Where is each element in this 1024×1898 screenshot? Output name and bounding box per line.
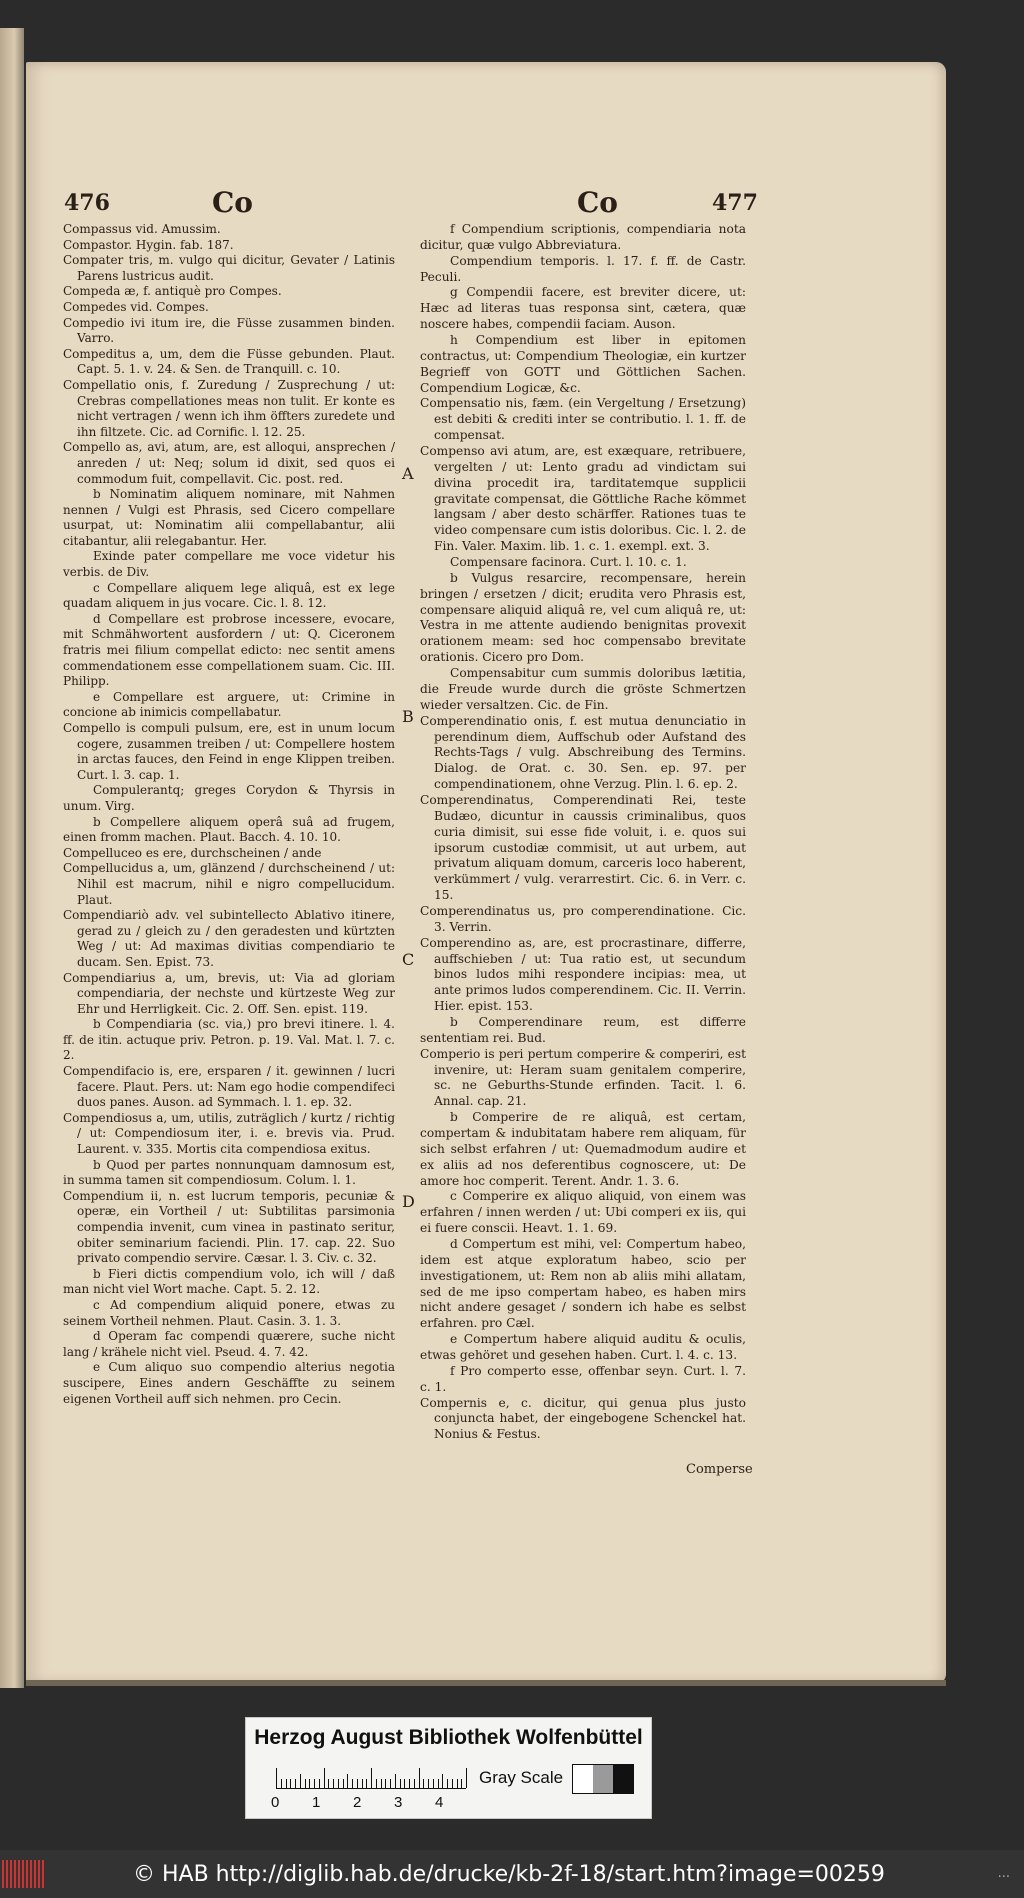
dictionary-entry: Compello is compuli pulsum, ere, est in unum locum cogere, zusammen treiben / ut: Compellere hostem in arctas fauces, den Feind in enge Klippen treiben. Curt. l. 3. cap. 1. bbox=[63, 721, 395, 782]
entry-subsense: e Compertum habere aliquid auditu & oculis, etwas gehöret und gesehen haben. Curt. l. 4. c. 13. bbox=[420, 1332, 746, 1363]
ruler-tick bbox=[366, 1779, 367, 1788]
entry-subsense: c Ad compendium aliquid ponere, etwas zu seinem Vortheil nehmen. Plaut. Casin. 3. 1. 3. bbox=[63, 1297, 395, 1328]
ruler-tick bbox=[381, 1779, 382, 1788]
margin-letter-b: B bbox=[402, 707, 414, 726]
entry-subsense: d Compertum est mihi, vel: Compertum habeo, idem est atque exploratum habeo, scio per investigationem, ut: Rem non ab aliis mihi allatam, sed de me ipso compertam habeo, es haben mirs nicht andere gesaget / sondern ich habe es selbst erfahren. pro Cæl. bbox=[420, 1237, 746, 1331]
ruler-tick bbox=[362, 1779, 363, 1788]
ruler-tick bbox=[324, 1768, 325, 1788]
ruler-tick bbox=[414, 1779, 415, 1788]
dictionary-entry: Compendiariò adv. vel subintellecto Ablativo itinere, gerad zu / gleich zu / den geradesten und kürtzten Weg / ut: Ad maximas divitias compendiario te ducam. Sen. Epist. 73. bbox=[63, 908, 395, 969]
entry-subsense: f Compendium scriptionis, compendiaria nota dicitur, quæ vulgo Abbreviatura. bbox=[420, 222, 746, 252]
entry-subsense: b Comperendinare reum, est differre sententiam rei. Bud. bbox=[420, 1014, 746, 1045]
ruler-tick bbox=[286, 1779, 287, 1788]
gray-scale-label: Gray Scale bbox=[479, 1768, 564, 1787]
catchword: Comperse bbox=[686, 1462, 753, 1477]
hab-logo-icon bbox=[2, 1860, 46, 1888]
footer-link[interactable]: © HAB http://diglib.hab.de/drucke/kb-2f-18/start.htm?image=00259 bbox=[133, 1862, 885, 1887]
color-calibration-card bbox=[245, 1717, 652, 1819]
entry-subsense: f Pro comperto esse, offenbar seyn. Curt. l. 7. c. 1. bbox=[420, 1363, 746, 1394]
left-running-header: Co bbox=[212, 186, 253, 219]
ruler-tick bbox=[423, 1779, 424, 1788]
entry-subsense: b Nominatim aliquem nominare, mit Nahmen nennen / Vulgi est Phrasis, sed Cicero compellare usurpat, ut: Nominatim alii compellabantur, alii citabantur, alii relegabantur. Her. bbox=[63, 487, 395, 548]
dictionary-entry: Compendiarius a, um, brevis, ut: Via ad gloriam compendiaria, der nechste und kürtzeste Weg zur Ehr und Herrligkeit. Cic. 2. Off. Sen. epist. 119. bbox=[63, 970, 395, 1016]
right-running-header: Co bbox=[577, 186, 618, 219]
previous-page-edge bbox=[0, 28, 24, 1688]
entry-subsense: c Comperire ex aliquo aliquid, von einem was erfahren / innen werden / ut: Ubi comperi ex iis, qui ei fuere conscii. Heavt. 1. 1. 69. bbox=[420, 1189, 746, 1236]
entry-subsense: Compendium temporis. l. 17. f. ff. de Castr. Peculi. bbox=[420, 253, 746, 284]
left-column bbox=[63, 222, 395, 1407]
dictionary-entry: Compedio ivi itum ire, die Füsse zusammen binden. Varro. bbox=[63, 315, 395, 346]
ruler-tick bbox=[409, 1779, 410, 1788]
dictionary-entry: Compellatio onis, f. Zuredung / Zusprechung / ut: Crebras compellationes meas non tulit. Er konte es nicht vertragen / wenn ich ihm öffters zuredete und ihn filtzete. Cic. ad Cornific. l. 12. 25. bbox=[63, 377, 395, 439]
entry-subsense: Compensare facinora. Curt. l. 10. c. 1. bbox=[450, 555, 687, 570]
dictionary-entry: Compenso avi atum, are, est exæquare, retribuere, vergelten / ut: Lento gradu ad vindictam sui divina procedit ira, tarditatemque supplicii gravitate compensat, die Göttliche Rache kömmet langsam / aber desto schärffer. Rationes tuas te video compensare cum istis doloribus. Cic. l. 2. de Fin. Valer. Maxim. lib. 1. c. 1. exempl. ext. 3. bbox=[420, 444, 746, 554]
dictionary-entry: Comperendinatio onis, f. est mutua denunciatio in perendinum diem, Auffschub oder Aufstand des Rechts-Tags / vulg. Abschreibung des Termins. Dialog. de Orat. c. 30. Sen. ep. 97. per compendinationem, ohne Verzug. Plin. l. 6. ep. 2. bbox=[420, 713, 746, 792]
dictionary-entry: Compellucidus a, um, glänzend / durchscheinend / ut: Nihil est macrum, nihil e nigro compellucidum. Plaut. bbox=[63, 861, 395, 907]
viewer-footer-bar bbox=[0, 1850, 1024, 1898]
entry-subsense: c Compellare aliquem lege aliquâ, est ex lege quadam aliquem in jus vocare. Cic. l. 8. 12. bbox=[63, 580, 395, 611]
dictionary-entry: Comperendino as, are, est procrastinare, differre, auffschieben / ut: Tua ratio est, ut secundum binos ludos mihi respondere incipias: mea, ut ante primos ludos comperendinem. Cic. II. Verrin. Hier. epist. 153. bbox=[420, 935, 746, 1014]
ruler-tick bbox=[419, 1768, 420, 1788]
entry-subsense: b Compellere aliquem operâ suâ ad frugem, einen fromm machen. Plaut. Bacch. 4. 10. 10. bbox=[63, 814, 395, 845]
scale-number-2: 2 bbox=[353, 1794, 362, 1811]
dictionary-entry: Comperendinatus us, pro comperendinatione. Cic. 3. Verrin. bbox=[420, 903, 746, 934]
dictionary-entry: Compeditus a, um, dem die Füsse gebunden. Plaut. Capt. 5. 1. v. 24. & Sen. de Tranquill. c. 10. bbox=[63, 346, 395, 377]
entry-subsense: b Vulgus resarcire, recompensare, herein bringen / ersetzen / dicit; erudita vero Phrasis est, compensare aliquid aliquâ re, vel cum aliquâ re, ut: Vestra in me attente audiendo benignitas provexit orationem meam: sed hoc compensabo brevitate orationis. Cicero pro Dom. bbox=[420, 570, 746, 665]
entry-subsense: e Cum aliquo suo compendio alterius negotia suscipere, Eines andern Geschäffte zu seinem eigenen Vortheil auff sich nehmen. pro Cecin. bbox=[63, 1360, 395, 1406]
ruler-tick bbox=[371, 1768, 372, 1788]
more-icon[interactable]: ... bbox=[997, 1866, 1010, 1881]
card-title: Herzog August Bibliothek Wolfenbüttel bbox=[254, 1726, 643, 1749]
margin-letter-d: D bbox=[402, 1192, 415, 1211]
dictionary-entry: Compendium ii, n. est lucrum temporis, pecuniæ & operæ, ein Vortheil / ut: Subtilitas parsimonia compendia invenit, cum vinea in pastinato seritur, obiter seminarium faciendi. Plin. 17. cap. 22. Suo privato compendio servire. Cæsar. l. 3. Civ. c. 32. bbox=[63, 1188, 395, 1266]
dictionary-entry: Comperio is peri pertum comperire & comperiri, est invenire, ut: Heram suam genitalem comperire, sc. ne Geburths-Stunde erfinden. Tacit. l. 6. Annal. cap. 21. bbox=[420, 1046, 746, 1109]
ruler-tick bbox=[352, 1779, 353, 1788]
dictionary-entry: Compassus vid. Amussim. bbox=[63, 222, 221, 236]
gray-scale-swatches bbox=[572, 1764, 634, 1794]
scale-number-0: 0 bbox=[271, 1794, 280, 1811]
ruler-tick bbox=[309, 1779, 310, 1788]
entry-subsense: d Compellare est probrose incessere, evocare, mit Schmähwortent ausfordern / ut: Q. Ciceronem fratris mei filium compellat edicto: nec sentit amens commendationem esse compellationem suam. Cic. III. Philipp. bbox=[63, 611, 395, 689]
ruler-tick bbox=[404, 1779, 405, 1788]
ruler-tick bbox=[347, 1774, 348, 1788]
ruler-tick bbox=[328, 1779, 329, 1788]
ruler-tick bbox=[428, 1779, 429, 1788]
entry-subsense: h Compendium est liber in epitomen contractus, ut: Compendium Theologiæ, ein kurtzer Begrieff von GOTT und Göttlichen Sachen. Compendium Logicæ, &c. bbox=[420, 333, 746, 395]
dictionary-entry: Comperendinatus, Comperendinati Rei, teste Budæo, dicuntur in caussis criminalibus, quos curia dimisit, sui esse fide voluit, i. e. quos sui ipsorum custodiæ commisit, ut aut urbem, aut privatum aliquam domum, carceris loco haberent, verkümmert / vulg. verarrestirt. Cic. 6. in Verr. c. 15. bbox=[420, 792, 746, 903]
ruler-scale bbox=[276, 1766, 466, 1789]
swatch-black bbox=[613, 1765, 633, 1793]
entry-subsense: Compensabitur cum summis doloribus lætitia, die Freude wurde durch die gröste Schmertzen wieder versaltzen. Cic. de Fin. bbox=[420, 666, 746, 712]
ruler-tick bbox=[390, 1779, 391, 1788]
ruler-tick bbox=[300, 1774, 301, 1788]
dictionary-entry: Compater tris, m. vulgo qui dicitur, Gevater / Latinis Parens lustricus audit. bbox=[63, 253, 395, 283]
dictionary-entry: Compensatio nis, fæm. (ein Vergeltung / Ersetzung) est debiti & crediti inter se contributio. l. 1. ff. de compensat. bbox=[420, 396, 746, 443]
ruler-tick bbox=[400, 1779, 401, 1788]
dictionary-entry: Compendifacio is, ere, ersparen / it. gewinnen / lucri facere. Plaut. Pers. ut: Nam ego hodie compendifeci duos panes. Auson. ad Symmach. l. 1. ep. 32. bbox=[63, 1064, 395, 1110]
dictionary-entry: Compedes vid. Compes. bbox=[63, 299, 209, 314]
ruler-tick bbox=[314, 1779, 315, 1788]
entry-subsense: b Quod per partes nonnunquam damnosum est, in summa tamen sit compendiosum. Colum. l. 1. bbox=[63, 1157, 395, 1188]
entry-subsense: Exinde pater compellare me voce videtur his verbis. de Div. bbox=[63, 549, 395, 580]
ruler-tick bbox=[376, 1779, 377, 1788]
ruler-tick bbox=[433, 1779, 434, 1788]
ruler-tick bbox=[290, 1779, 291, 1788]
entry-subsense: b Fieri dictis compendium volo, ich will / daß man nicht viel Wort mache. Capt. 5. 2. 12. bbox=[63, 1266, 395, 1297]
scale-number-3: 3 bbox=[394, 1794, 403, 1811]
swatch-white bbox=[573, 1765, 593, 1793]
dictionary-entry: Compendiosus a, um, utilis, zuträglich / kurtz / richtig / ut: Compendiosum iter, i. e. brevis via. Prud. Laurent. v. 335. Mortis cita compendiosa exitus. bbox=[63, 1110, 395, 1157]
ruler-tick bbox=[457, 1779, 458, 1788]
margin-letter-c: C bbox=[402, 950, 415, 969]
ruler-tick bbox=[357, 1779, 358, 1788]
ruler-tick bbox=[343, 1779, 344, 1788]
ruler-tick bbox=[305, 1779, 306, 1788]
ruler-tick bbox=[466, 1768, 467, 1788]
ruler-tick bbox=[452, 1779, 453, 1788]
entry-subsense: b Comperire de re aliquâ, est certam, compertam & indubitatam habere rem aliquam, für sich selbst erfahren / ut: Quemadmodum audire et ex aliis ad nos deferentibus cognoscere, ut: De amore hoc comperit. Terent. Andr. 1. 3. 6. bbox=[420, 1110, 746, 1188]
ruler-tick bbox=[333, 1779, 334, 1788]
ruler-tick bbox=[447, 1779, 448, 1788]
ruler-tick bbox=[395, 1774, 396, 1788]
right-page-number: 477 bbox=[712, 190, 758, 216]
ruler-tick bbox=[461, 1779, 462, 1788]
margin-letter-a: A bbox=[402, 464, 414, 483]
ruler-tick bbox=[281, 1779, 282, 1788]
right-column bbox=[420, 222, 746, 1443]
entry-subsense: g Compendii facere, est breviter dicere, ut: Hæc ad literas tuas responsa sint, cætera, quæ noscere habes, compendii faciam. Auson. bbox=[420, 285, 746, 332]
ruler-tick bbox=[276, 1768, 277, 1788]
scale-number-1: 1 bbox=[312, 1794, 321, 1811]
ruler-tick bbox=[295, 1779, 296, 1788]
dictionary-entry: Compelluceo es ere, durchscheinen / ande bbox=[63, 845, 322, 860]
scale-number-4: 4 bbox=[435, 1794, 444, 1811]
ruler-tick bbox=[319, 1779, 320, 1788]
ruler-tick bbox=[385, 1779, 386, 1788]
dictionary-entry: Compeda æ, f. antiquè pro Compes. bbox=[63, 284, 282, 299]
dictionary-entry: Compernis e, c. dicitur, qui genua plus justo conjuncta habet, der eingebogene Schenckel hat. Nonius & Festus. bbox=[420, 1395, 746, 1442]
dictionary-entry: Compastor. Hygin. fab. 187. bbox=[63, 237, 234, 252]
entry-subsense: b Compendiaria (sc. via,) pro brevi itinere. l. 4. ff. de itin. actuque priv. Petron. p. 19. Val. Mat. l. 7. c. 2. bbox=[63, 1017, 395, 1063]
ruler-tick bbox=[442, 1774, 443, 1788]
ruler-tick bbox=[438, 1779, 439, 1788]
page-bottom-edge bbox=[26, 1680, 946, 1686]
swatch-gray bbox=[593, 1765, 613, 1793]
entry-subsense: e Compellare est arguere, ut: Crimine in concione ab inimicis compellabatur. bbox=[63, 689, 395, 720]
ruler-tick bbox=[338, 1779, 339, 1788]
dictionary-entry: Compello as, avi, atum, are, est alloqui, ansprechen / anreden / ut: Neq; solum id dixit, sed quos ei commodum fuit, compellavit. Cic. post. red. bbox=[63, 440, 395, 486]
entry-subsense: d Operam fac compendi quærere, suche nicht lang / krähele nicht viel. Pseud. 4. 7. 42. bbox=[63, 1329, 395, 1359]
entry-subsense: Compulerantq; greges Corydon & Thyrsis in unum. Virg. bbox=[63, 783, 395, 813]
left-page-number: 476 bbox=[64, 190, 110, 216]
